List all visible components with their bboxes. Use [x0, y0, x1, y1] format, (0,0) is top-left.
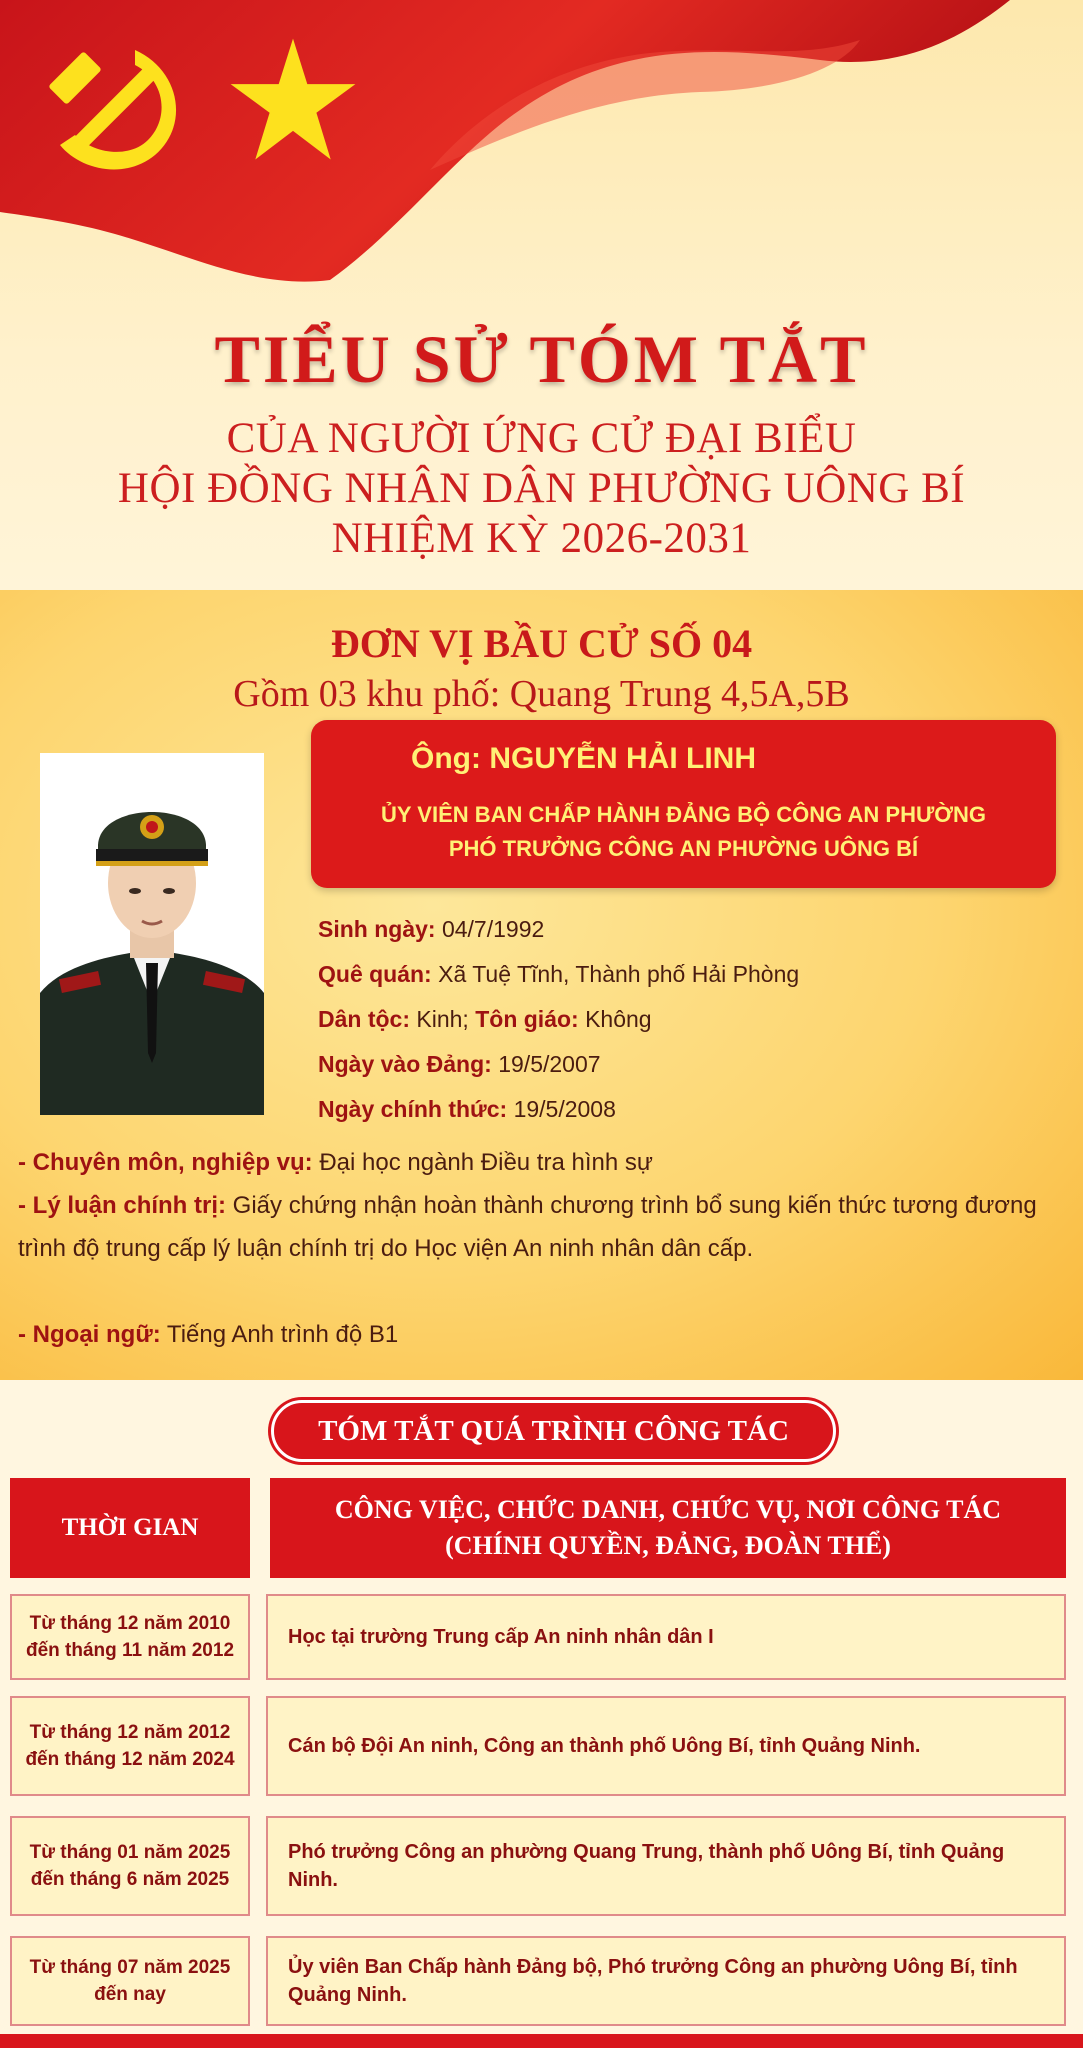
candidate-name-line: [411, 742, 756, 776]
table-row-time: Từ tháng 07 năm 2025 đến nay: [10, 1936, 250, 2026]
page-title: TIỂU SỬ TÓM TẮT: [214, 321, 869, 397]
subtitle-line-3: NHIỆM KỲ 2026-2031: [331, 515, 752, 562]
career-section: [0, 1380, 1083, 2048]
electoral-unit-title: ĐƠN VỊ BẦU CỬ SỐ 04: [330, 621, 753, 666]
table-row-job: Cán bộ Đội An ninh, Công an thành phố Uông Bí, tỉnh Quảng Ninh.: [266, 1696, 1066, 1796]
official-member-date: Ngày chính thức: 19/5/2008: [318, 1096, 616, 1122]
table-header-job: CÔNG VIỆC, CHỨC DANH, CHỨC VỤ, NƠI CÔNG TÁC (CHÍNH QUYỀN, ĐẢNG, ĐOÀN THỂ): [270, 1478, 1066, 1578]
foreign-language: - Ngoại ngữ: Tiếng Anh trình độ B1: [18, 1321, 399, 1348]
career-title: TÓM TẮT QUÁ TRÌNH CÔNG TÁC: [271, 1400, 836, 1462]
candidate-info-section: [0, 590, 1083, 1380]
candidate-name: NGUYỄN HẢI LINH: [489, 742, 757, 775]
specialty: - Chuyên môn, nghiệp vụ: Đại học ngành Điều tra hình sự: [18, 1149, 653, 1176]
position-line-2: PHÓ TRƯỞNG CÔNG AN PHƯỜNG UÔNG BÍ: [448, 836, 919, 861]
birth-date: Sinh ngày: 04/7/1992: [318, 916, 545, 942]
subtitle-line-1: CỦA NGƯỜI ỨNG CỬ ĐẠI BIỂU: [226, 415, 857, 462]
table-header-time: THỜI GIAN: [10, 1478, 250, 1578]
table-row-job: Ủy viên Ban Chấp hành Đảng bộ, Phó trưởng Công an phường Uông Bí, tỉnh Quảng Ninh.: [266, 1936, 1066, 2026]
candidate-name-card: [311, 720, 1056, 888]
table-row-time: Từ tháng 12 năm 2012 đến tháng 12 năm 2024: [10, 1696, 250, 1796]
star-icon: [228, 36, 358, 166]
hammer-sickle-icon: [40, 30, 200, 180]
electoral-unit-areas: Gồm 03 khu phố: Quang Trung 4,5A,5B: [233, 673, 850, 715]
candidate-photo: [40, 753, 264, 1115]
portrait-illustration: [40, 753, 264, 1115]
table-row-time: Từ tháng 12 năm 2010 đến tháng 11 năm 2012: [10, 1594, 250, 1680]
table-row-job: Phó trưởng Công an phường Quang Trung, thành phố Uông Bí, tỉnh Quảng Ninh.: [266, 1816, 1066, 1916]
footer-bar: [0, 2034, 1083, 2048]
party-join-date: Ngày vào Đảng: 19/5/2007: [318, 1051, 601, 1077]
table-row-job: Học tại trường Trung cấp An ninh nhân dân I: [266, 1594, 1066, 1680]
subtitle-line-2: HỘI ĐỒNG NHÂN DÂN PHƯỜNG UÔNG BÍ: [117, 465, 966, 512]
hometown: Quê quán: Xã Tuệ Tĩnh, Thành phố Hải Phòng: [318, 961, 800, 987]
header: [0, 0, 1083, 590]
political-theory: - Lý luận chính trị: Giấy chứng nhận hoàn thành chương trình bổ sung kiến thức tương đương trình độ trung cấp lý luận chính trị do Học viện An ninh nhân dân cấp.: [18, 1192, 1037, 1262]
name-prefix: Ông:: [411, 742, 481, 775]
position-line-1: ỦY VIÊN BAN CHẤP HÀNH ĐẢNG BỘ CÔNG AN PHƯỜNG: [381, 802, 986, 827]
table-row-time: Từ tháng 01 năm 2025 đến tháng 6 năm 2025: [10, 1816, 250, 1916]
ethnicity-religion: Dân tộc: Kinh; Tôn giáo: Không: [318, 1006, 652, 1032]
